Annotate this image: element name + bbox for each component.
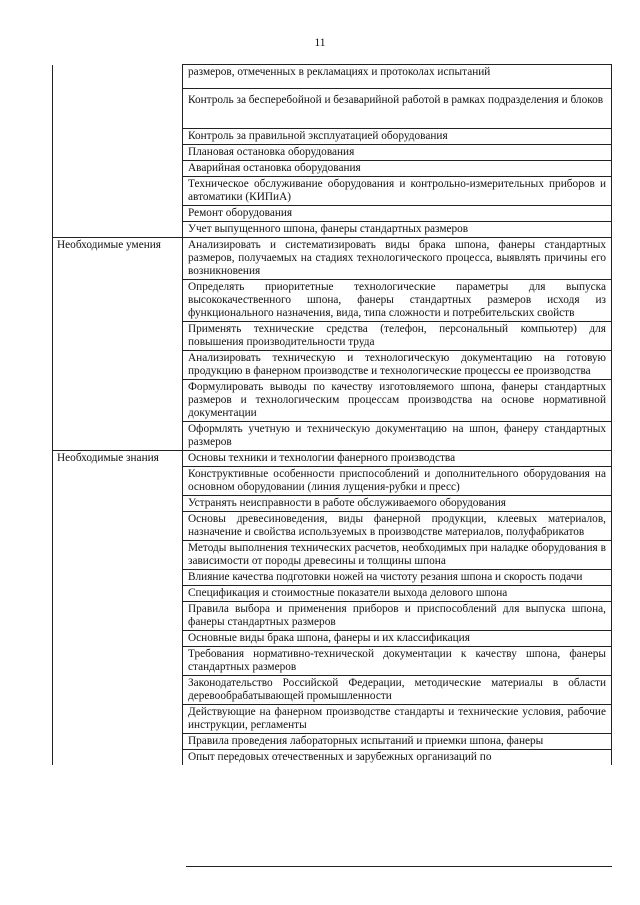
table-cell: Применять технические средства (телефон, персональный компьютер) для повышения производительности труда [183,322,612,351]
table-cell: Методы выполнения технических расчетов, необходимых при наладке оборудования в зависимости от породы древесины и толщины шпона [183,541,612,570]
table-cell: Законодательство Российской Федерации, методические материалы в области деревообрабатывающей промышленности [183,676,612,705]
table-cell: Аварийная остановка оборудования [183,161,612,177]
table-bottom-border [186,866,612,867]
table-cell: Анализировать техническую и технологическую документацию на готовую продукцию в фанерном производстве и технологические процессы ее производства [183,351,612,380]
table-cell: Анализировать и систематизировать виды брака шпона, фанеры стандартных размеров, получаемых на стадиях технологического процесса, выявлять причины его возникновения [183,238,612,280]
table-cell: размеров, отмеченных в рекламациях и протоколах испытаний [183,65,612,89]
skills-label: Необходимые умения [53,238,183,451]
table-cell: Формулировать выводы по качеству изготовляемого шпона, фанеры стандартных размеров и технологическим процессам производства на основе нормативной документации [183,380,612,422]
competency-table [52,64,612,765]
table-cell: Требования нормативно-технической документации к качеству шпона, фанеры стандартных размеров [183,647,612,676]
table-row [53,65,612,89]
table-cell: Основы древесиноведения, виды фанерной продукции, клеевых материалов, назначение и свойства используемых в производстве материалов, полуфабрикатов [183,512,612,541]
table-cell: Основы техники и технологии фанерного производства [183,451,612,467]
table-row [53,238,612,280]
table-cell: Опыт передовых отечественных и зарубежных организаций по [183,750,612,766]
empty-label-cell [53,65,183,238]
table-cell: Контроль за бесперебойной и безаварийной работой в рамках подразделения и блоков [183,89,612,129]
table-cell: Правила выбора и применения приборов и приспособлений для выпуска шпона, фанеры стандартных размеров [183,602,612,631]
table-cell: Действующие на фанерном производстве стандарты и технические условия, рабочие инструкции, регламенты [183,705,612,734]
table-cell: Учет выпущенного шпона, фанеры стандартных размеров [183,222,612,238]
table-cell: Устранять неисправности в работе обслуживаемого оборудования [183,496,612,512]
table-cell: Плановая остановка оборудования [183,145,612,161]
table-cell: Ремонт оборудования [183,206,612,222]
table-cell: Техническое обслуживание оборудования и контрольно-измерительных приборов и автоматики (КИПиА) [183,177,612,206]
table-cell: Спецификация и стоимостные показатели выхода делового шпона [183,586,612,602]
table-cell: Определять приоритетные технологические параметры для выпуска высококачественного шпона, фанеры стандартных размеров исходя из функционального назначения, вида, типа сложности и потребительских свойств [183,280,612,322]
knowledge-label: Необходимые знания [53,451,183,766]
table-cell: Оформлять учетную и техническую документацию на шпон, фанеру стандартных размеров [183,422,612,451]
table-cell: Контроль за правильной эксплуатацией оборудования [183,129,612,145]
page-number: 11 [314,37,326,49]
table-cell: Правила проведения лабораторных испытаний и приемки шпона, фанеры [183,734,612,750]
table-cell: Основные виды брака шпона, фанеры и их классификация [183,631,612,647]
table-cell: Конструктивные особенности приспособлений и дополнительного оборудования на основном оборудовании (линия лущения-рубки и пресс) [183,467,612,496]
table-row [53,451,612,467]
table-cell: Влияние качества подготовки ножей на чистоту резания шпона и скорость подачи [183,570,612,586]
